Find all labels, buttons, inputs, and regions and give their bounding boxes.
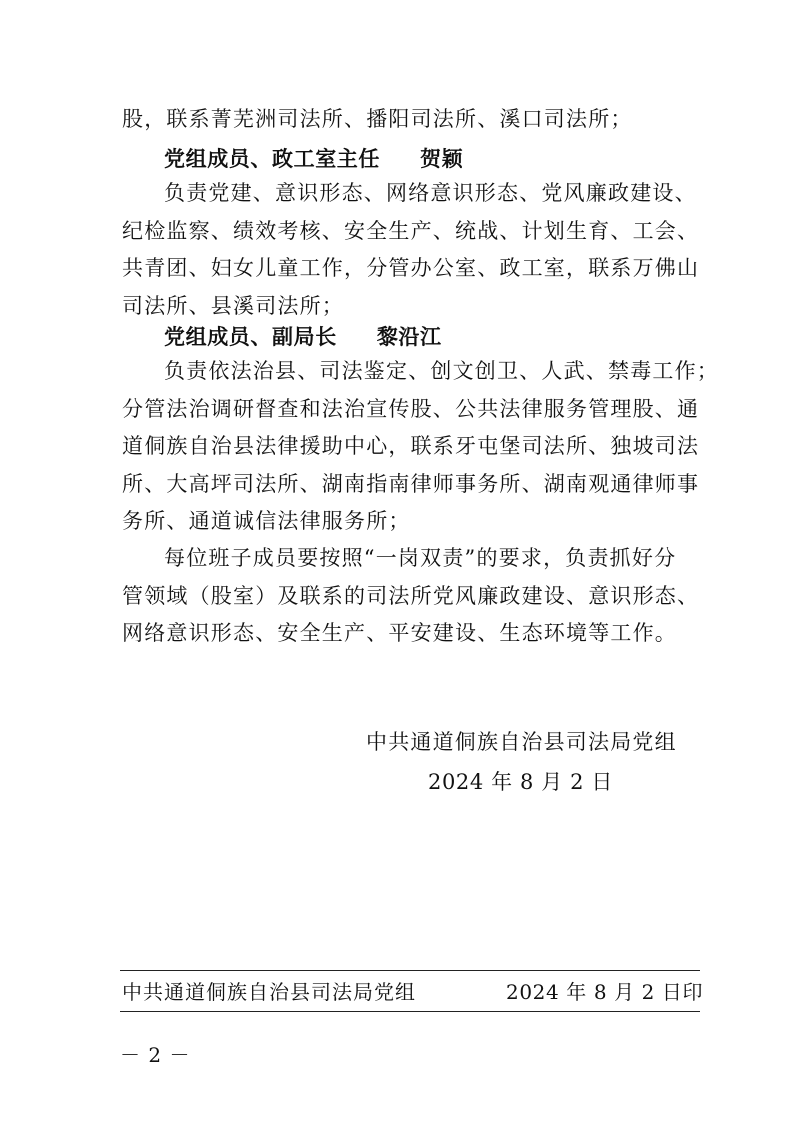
page-number: － 2 － (120, 1043, 191, 1067)
signature-organization: 中共通道侗族自治县司法局党组 (366, 730, 677, 754)
heading-title: 党组成员、副局长 (164, 325, 337, 349)
body-line: 负责党建、意识形态、网络意识形态、党风廉政建设、 (164, 181, 697, 205)
body-line: 股，联系菁芜洲司法所、播阳司法所、溪口司法所； (122, 107, 633, 131)
body-line: 纪检监察、绩效考核、安全生产、统战、计划生育、工会、 (122, 219, 700, 243)
body-line: 司法所、县溪司法所； (122, 294, 344, 318)
heading-person-name: 黎沿江 (376, 325, 442, 349)
body-line: 共青团、妇女儿童工作，分管办公室、政工室，联系万佛山 (122, 256, 700, 280)
body-line: 务所、通道诚信法律服务所； (122, 509, 411, 533)
body-line: 分管法治调研督查和法治宣传股、公共法律服务管理股、通 (122, 397, 700, 421)
footer-print-date: 2024 年 8 月 2 日印 (506, 980, 704, 1004)
heading-li-yanjiang (164, 322, 442, 352)
body-line: 道侗族自治县法律援助中心，联系牙屯堡司法所、独坡司法 (122, 434, 700, 458)
footer-top-rule (120, 970, 700, 971)
footer-bottom-rule (120, 1011, 700, 1012)
signature-date: 2024 年 8 月 2 日 (428, 770, 613, 794)
body-line: 所、大高坪司法所、湖南指南律师事务所、湖南观通律师事 (122, 472, 700, 496)
heading-person-name: 贺颖 (420, 147, 464, 171)
body-line: 管领域（股室）及联系的司法所党风廉政建设、意识形态、 (122, 584, 700, 608)
heading-he-ying (164, 144, 463, 174)
body-line: 每位班子成员要按照“一岗双责”的要求，负责抓好分 (164, 546, 677, 570)
body-line: 负责依法治县、司法鉴定、创文创卫、人武、禁毒工作； (164, 359, 719, 383)
footer-organization: 中共通道侗族自治县司法局党组 (122, 980, 416, 1004)
body-line: 网络意识形态、安全生产、平安建设、生态环境等工作。 (122, 621, 677, 645)
heading-title: 党组成员、政工室主任 (164, 147, 380, 171)
